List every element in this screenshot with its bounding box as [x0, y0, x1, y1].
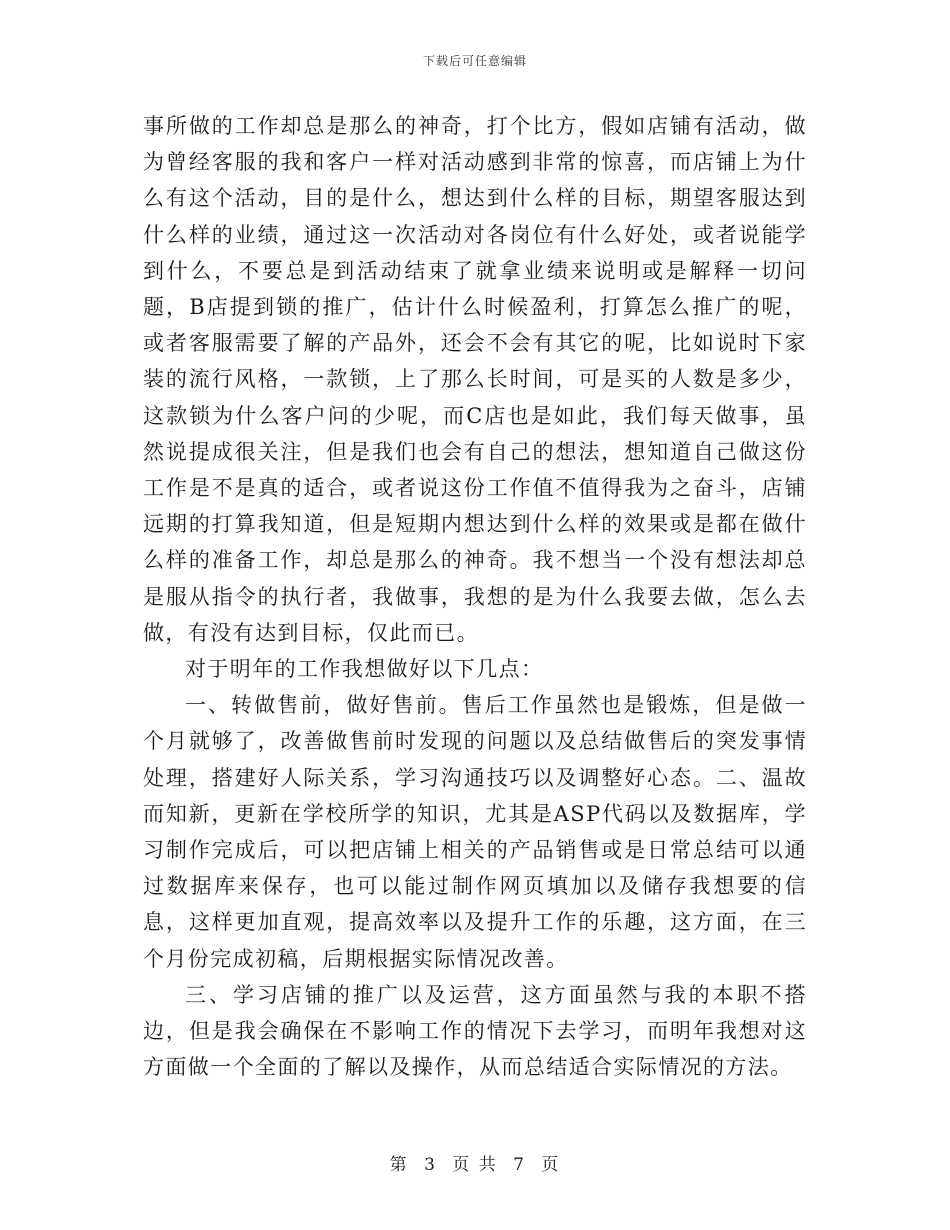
footer-middle: 页 共	[452, 1155, 498, 1175]
paragraph-plan-one-two: 一、转做售前，做好售前。售后工作虽然也是锻炼，但是做一个月就够了，改善做售前时发现的问题以及总结做售后的突发事情处理，搭建好人际关系，学习沟通技巧以及调整好心态。二、温故而知新，更新在学校所学的知识，尤其是ASP代码以及数据库，学习制作完成后，可以把店铺上相关的产品销售或是日常总结可以通过数据库来保存，也可以能过制作网页填加以及储存我想要的信息，这样更加直观，提高效率以及提升工作的乐趣，这方面，在三个月份完成初稿，后期根据实际情况改善。	[143, 693, 807, 971]
current-page-number: 3	[424, 1155, 437, 1175]
total-page-count: 7	[513, 1155, 526, 1175]
page-footer	[0, 1150, 950, 1175]
paragraph-plan-three: 三、学习店铺的推广以及运营，这方面虽然与我的本职不搭边，但是我会确保在不影响工作的情况下去学习，而明年我想对这方面做一个全面的了解以及操作，从而总结适合实际情况的方法。	[143, 982, 807, 1080]
paragraph-continuation: 事所做的工作却总是那么的神奇，打个比方，假如店铺有活动，做为曾经客服的我和客户一样对活动感到非常的惊喜，而店铺上为什么有这个活动，目的是什么，想达到什么样的目标，期望客服达到什么样的业绩，通过这一次活动对各岗位有什么好处，或者说能学到什么，不要总是到活动结束了就拿业绩来说明或是解释一切问题，B店提到锁的推广，估计什么时候盈利，打算怎么推广的呢，或者客服需要了解的产品外，还会不会有其它的呢，比如说时下家装的流行风格，一款锁，上了那么长时间，可是买的人数是多少，这款锁为什么客户问的少呢，而C店也是如此，我们每天做事，虽然说提成很关注，但是我们也会有自己的想法，想知道自己做这份工作是不是真的适合，或者说这份工作值不值得我为之奋斗，店铺远期的打算我知道，但是短期内想达到什么样的效果或是都在做什么样的准备工作，却总是那么的神奇。我不想当一个没有想法却总是服从指令的执行者，我做事，我想的是为什么我要去做，怎么去做，有没有达到目标，仅此而已。	[143, 114, 807, 645]
footer-suffix: 页	[541, 1155, 561, 1175]
paragraph-plan-intro: 对于明年的工作我想做好以下几点：	[185, 657, 544, 682]
page-header: 下载后可任意编辑	[422, 54, 527, 68]
footer-prefix: 第	[389, 1155, 409, 1175]
document-body	[143, 108, 807, 1085]
